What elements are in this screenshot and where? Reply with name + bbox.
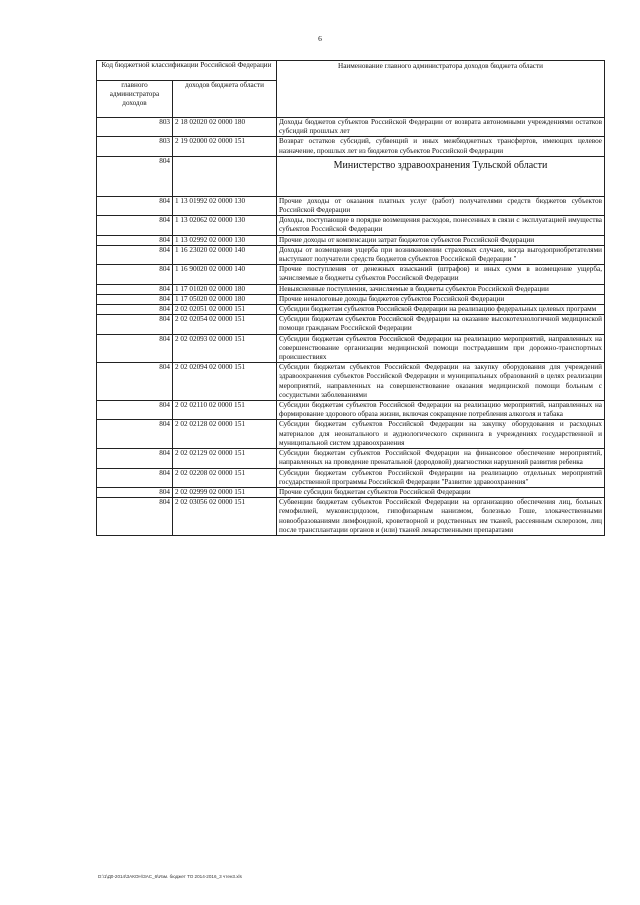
row-admin-code: 804	[97, 449, 173, 468]
row-admin-code: 804	[97, 196, 173, 215]
row-budget-code: 1 17 01020 02 0000 180	[173, 284, 277, 294]
table-row	[97, 487, 605, 497]
header-admin-column: главного администратора доходов	[97, 81, 173, 118]
row-income-name: Прочие неналоговые доходы бюджетов субъектов Российской Федерации	[277, 294, 605, 304]
row-admin-code: 804	[97, 401, 173, 420]
row-budget-code: 1 16 90020 02 0000 140	[173, 265, 277, 284]
row-income-name: Субсидии бюджетам субъектов Российской Федерации на финансовое обеспечение мероприятий, направленных на проведение пренатальной (дородовой) диагностики нарушений развития ребенка	[277, 449, 605, 468]
table-row	[97, 216, 605, 235]
row-admin-code: 804	[97, 420, 173, 449]
row-budget-code: 2 02 02208 02 0000 151	[173, 468, 277, 487]
row-admin-code: 804	[97, 468, 173, 487]
table-row	[97, 235, 605, 245]
header-code-column: доходов бюджета области	[173, 81, 277, 118]
row-admin-code: 803	[97, 118, 173, 137]
ministry-name: Министерство здравоохранения Тульской области	[277, 156, 605, 196]
table-row	[97, 315, 605, 334]
row-admin-code: 804	[97, 315, 173, 334]
row-budget-code: 2 02 02051 02 0000 151	[173, 305, 277, 315]
row-admin-code: 804	[97, 235, 173, 245]
row-income-name: Субсидии бюджетам субъектов Российской Федерации на оказание высокотехнологичной медицинской помощи гражданам Российской Федерации	[277, 315, 605, 334]
table-row	[97, 284, 605, 294]
row-budget-code: 2 19 02000 02 0000 151	[173, 137, 277, 156]
row-admin-code: 804	[97, 498, 173, 536]
row-budget-code: 2 02 02999 02 0000 151	[173, 487, 277, 497]
table-row	[97, 363, 605, 401]
table-row	[97, 334, 605, 363]
table-row	[97, 305, 605, 315]
row-income-name: Прочие доходы от оказания платных услуг (работ) получателями средств бюджетов субъектов Российской Федерации	[277, 196, 605, 215]
row-admin-code: 804	[97, 265, 173, 284]
table-row	[97, 401, 605, 420]
row-income-name: Прочие поступления от денежных взысканий (штрафов) и иных сумм в возмещение ущерба, зачисляемые в бюджеты субъектов Российской Федерации	[277, 265, 605, 284]
row-admin-code: 804	[97, 363, 173, 401]
row-income-name: Субсидии бюджетам субъектов Российской Федерации на закупку оборудования и расходных материалов для неонатального и аудиологического скрининга в учреждениях государственной и муниципальной систем здравоохранения	[277, 420, 605, 449]
table-row	[97, 498, 605, 536]
row-budget-code: 1 13 02062 02 0000 130	[173, 216, 277, 235]
row-budget-code: 2 02 02093 02 0000 151	[173, 334, 277, 363]
row-income-name: Субвенции бюджетам субъектов Российской Федерации на организацию обеспечения лиц, больных гемофилией, муковисцидозом, гипофизарным нанизмом, болезнью Гоше, злокачественными новообразованиями лимфоидной, кроветворной и родственных им тканей, рассеянным склерозом, лиц после трансплантации органов и (или) тканей лекарственными препаратами	[277, 498, 605, 536]
row-budget-code: 2 02 02054 02 0000 151	[173, 315, 277, 334]
row-admin-code: 804	[97, 284, 173, 294]
table-row	[97, 245, 605, 264]
row-income-name: Прочие доходы от компенсации затрат бюджетов субъектов Российской Федерации	[277, 235, 605, 245]
header-group-title: Код бюджетной классификации Российской Федерации	[97, 61, 277, 81]
row-admin-code: 804	[97, 245, 173, 264]
row-admin-code: 804	[97, 294, 173, 304]
row-admin-code: 803	[97, 137, 173, 156]
table-row	[97, 449, 605, 468]
row-admin-code: 804	[97, 305, 173, 315]
row-income-name: Субсидии бюджетам субъектов Российской Федерации на реализацию отдельных мероприятий государственной программы Российской Федерации "Развитие здравоохранения"	[277, 468, 605, 487]
row-budget-code: 1 13 02992 02 0000 130	[173, 235, 277, 245]
row-admin-code: 804	[97, 216, 173, 235]
table-row	[97, 420, 605, 449]
row-income-name: Доходы бюджетов субъектов Российской Федерации от возврата автономными учреждениями остатков субсидий прошлых лет	[277, 118, 605, 137]
row-budget-code: 2 02 02128 02 0000 151	[173, 420, 277, 449]
row-budget-code	[173, 156, 277, 196]
row-budget-code: 2 02 03056 02 0000 151	[173, 498, 277, 536]
header-name-column: Наименование главного администратора доходов бюджета области	[277, 61, 605, 118]
table-row	[97, 294, 605, 304]
table-header-group-row	[97, 61, 605, 81]
row-admin-code: 804	[97, 156, 173, 196]
row-income-name: Субсидии бюджетам субъектов Российской Федерации на реализацию федеральных целевых программ	[277, 305, 605, 315]
row-income-name: Прочие субсидии бюджетам субъектов Российской Федерации	[277, 487, 605, 497]
row-budget-code: 2 02 02094 02 0000 151	[173, 363, 277, 401]
budget-classification-table	[96, 60, 605, 536]
table-row	[97, 265, 605, 284]
row-budget-code: 1 16 23020 02 0000 140	[173, 245, 277, 264]
row-income-name: Невыясненные поступления, зачисляемые в бюджеты субъектов Российской Федерации	[277, 284, 605, 294]
row-budget-code: 1 13 01992 02 0000 130	[173, 196, 277, 215]
row-income-name: Возврат остатков субсидий, субвенций и иных межбюджетных трансфертов, имеющих целевое назначение, прошлых лет из бюджетов субъектов Российской Федерации	[277, 137, 605, 156]
row-admin-code: 804	[97, 487, 173, 497]
row-income-name: Субсидии бюджетам субъектов Российской Федерации на реализацию мероприятий, направленных на формирование здорового образа жизни, включая сокращение потребления алкоголя и табака	[277, 401, 605, 420]
page-number: 6	[318, 34, 322, 43]
row-income-name: Доходы, поступающие в порядке возмещения расходов, понесенных в связи с эксплуатацией имущества субъектов Российской Федерации	[277, 216, 605, 235]
table-row	[97, 118, 605, 137]
row-budget-code: 2 18 02020 02 0000 180	[173, 118, 277, 137]
row-budget-code: 2 02 02110 02 0000 151	[173, 401, 277, 420]
table-row	[97, 468, 605, 487]
table-row	[97, 137, 605, 156]
row-income-name: Субсидии бюджетам субъектов Российской Федерации на закупку оборудования для учреждений здравоохранения субъектов Российской Федерации и муниципальных образований в целях реализации мероприятий, направленных на совершенствование оказания медицинской помощи больным с сосудистыми заболеваниями	[277, 363, 605, 401]
ministry-row	[97, 156, 605, 196]
row-admin-code: 804	[97, 334, 173, 363]
row-budget-code: 1 17 05020 02 0000 180	[173, 294, 277, 304]
table-row	[97, 196, 605, 215]
row-budget-code: 2 02 02129 02 0000 151	[173, 449, 277, 468]
footer-file-path: D:\1\Д0-2014\ЗАКОН\ЗАС_6\Изм. бюджет ТО 2014-2016_3 чтен3.xls	[98, 874, 242, 879]
row-income-name: Субсидии бюджетам субъектов Российской Федерации на реализацию мероприятий, направленных на совершенствование организации медицинской помощи пострадавшим при дорожно-транспортных происшествиях	[277, 334, 605, 363]
row-income-name: Доходы от возмещения ущерба при возникновении страховых случаев, когда выгодоприобретателями выступают получатели средств бюджетов субъектов Российской Федерации "	[277, 245, 605, 264]
